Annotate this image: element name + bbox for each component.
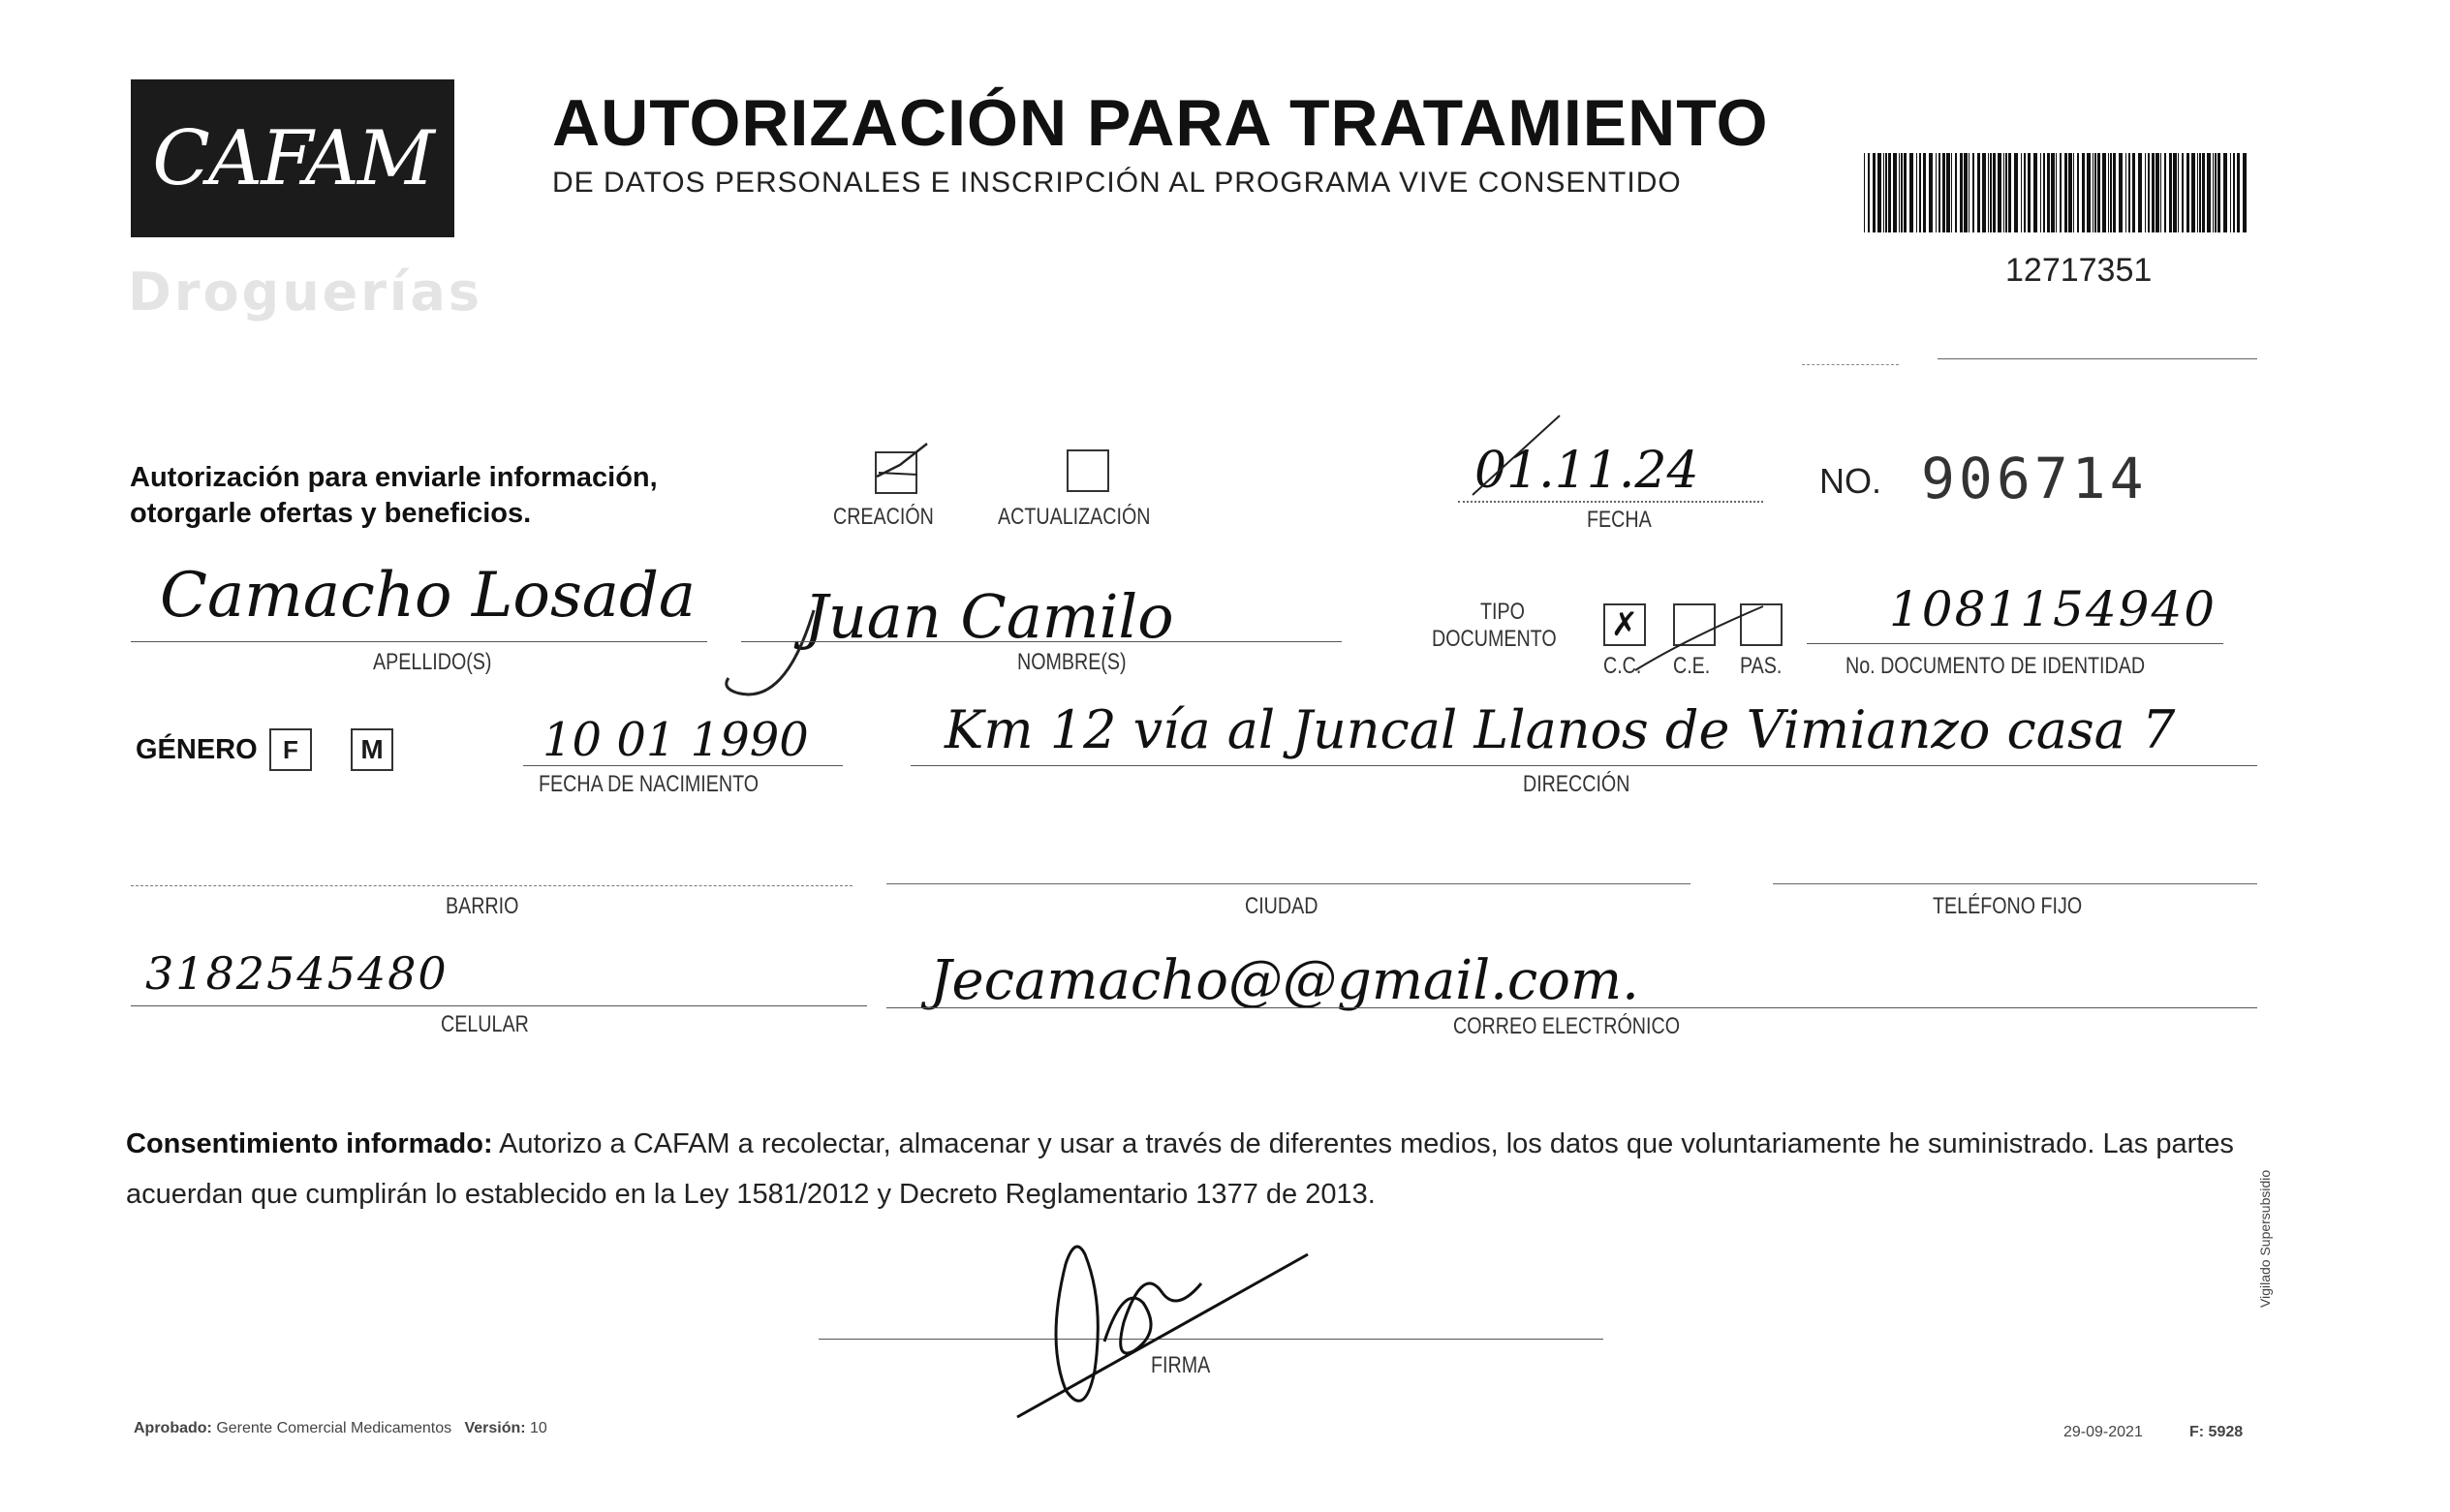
barcode-bar (2060, 153, 2062, 232)
barcode-bar (1993, 153, 1996, 232)
doc-ce-label: C.E. (1673, 653, 1711, 679)
barcode-bar (2110, 153, 2112, 232)
neighborhood-line (131, 885, 853, 886)
barcode-bar (2186, 153, 2189, 232)
logo-text: CAFAM (152, 114, 433, 202)
barcode-bar (1929, 153, 1933, 232)
divider (1938, 358, 2257, 359)
barcode-bar (2125, 153, 2126, 232)
barcode-bar (1982, 153, 1986, 232)
barcode-bar (2169, 153, 2172, 232)
barcode-bar (1888, 153, 1891, 232)
barcode-bar (2199, 153, 2201, 232)
barcode-bar (2014, 153, 2018, 232)
barcode-bar (2223, 153, 2227, 232)
footer-date: 29-09-2021 (2063, 1424, 2143, 1440)
date-line (1458, 501, 1763, 503)
barcode-bar (2068, 153, 2072, 232)
barcode-bar (2155, 153, 2159, 232)
version-value: 10 (530, 1420, 547, 1436)
barcode-bar (2243, 153, 2247, 232)
barcode-bar (2097, 153, 2100, 232)
address-label: DIRECCIÓN (1523, 771, 1630, 797)
barcode-bar (2132, 153, 2135, 232)
cafam-logo (131, 79, 454, 237)
doc-type-label: DOCUMENTO (1432, 626, 1557, 652)
barcode-bar (1964, 153, 1968, 232)
barcode-bar (1877, 153, 1881, 232)
names-value: Juan Camilo (804, 581, 1174, 652)
birth-date-label: FECHA DE NACIMIENTO (539, 771, 760, 797)
email-value: Jecamacho@@gmail.com. (930, 949, 1639, 1012)
creation-label: CREACIÓN (833, 504, 934, 530)
barcode-bar (2213, 153, 2214, 232)
side-text: Vigilado Supersubsidio (2257, 1169, 2273, 1308)
document-title: AUTORIZACIÓN PARA TRATAMIENTO (552, 86, 1769, 160)
barcode-bar (2217, 153, 2220, 232)
city-line (886, 883, 1690, 884)
footer-approval (134, 1420, 547, 1437)
barcode-bar (1893, 153, 1897, 232)
footer-form-code: F: 5928 (2189, 1424, 2244, 1440)
barcode-bar (2119, 153, 2123, 232)
date-value: 01.11.24 (1474, 442, 1699, 500)
date-label: FECHA (1587, 507, 1652, 533)
logo-subtext: Droguerías (128, 262, 482, 323)
barcode-bar (1938, 153, 1940, 232)
barcode-bar (2073, 153, 2074, 232)
barcode-bar (2028, 153, 2031, 232)
signature-label: FIRMA (1151, 1352, 1211, 1378)
gender-label: GÉNERO (136, 734, 258, 765)
approved-label: Aprobado: (134, 1420, 212, 1436)
barcode-bar (1951, 153, 1952, 232)
handwriting-stroke (717, 601, 823, 707)
divider (1802, 364, 1899, 365)
barcode-bar (1909, 153, 1913, 232)
barcode-bar (2178, 153, 2179, 232)
mobile-label: CELULAR (441, 1011, 529, 1037)
barcode-bar (2051, 153, 2055, 232)
barcode-bar (1923, 153, 1926, 232)
consent-text: Autorizo a CAFAM a recolectar, almacenar y usar a través de diferentes medios, los datos que voluntariamente he suministrado. Las partes acuerdan que cumplirán lo establecido en la Ley 1581/2012 y Decreto Reglamentario 1377 de 2013. (126, 1128, 2234, 1210)
birth-date-value: 10 01 1990 (543, 713, 809, 767)
barcode-bar (2237, 153, 2240, 232)
document-subtitle: DE DATOS PERSONALES E INSCRIPCIÓN AL PROGRAMA VIVE CONSENTIDO (552, 167, 1682, 199)
gender-m-checkbox[interactable]: M (351, 728, 393, 771)
names-line (741, 641, 1342, 642)
doc-number-line (1807, 643, 2223, 644)
barcode-bar (1899, 153, 1900, 232)
city-label: CIUDAD (1245, 893, 1318, 919)
barcode-bar (2197, 153, 2198, 232)
barcode-number: 12717351 (2005, 252, 2153, 289)
barcode-bar (2145, 153, 2146, 232)
update-label: ACTUALIZACIÓN (998, 504, 1151, 530)
barcode-bar (2043, 153, 2045, 232)
barcode-bar (2113, 153, 2116, 232)
barcode-bar (1946, 153, 1950, 232)
address-value: Km 12 vía al Juncal Llanos de Vimianzo casa 7 (945, 699, 2176, 760)
barcode-bar (2233, 153, 2235, 232)
creation-checkbox[interactable] (875, 451, 917, 494)
phone-line (1773, 883, 2257, 884)
barcode-bar (1998, 153, 2001, 232)
barcode-bar (1936, 153, 1937, 232)
barcode-bar (2040, 153, 2041, 232)
barcode-bar (1864, 153, 1865, 232)
signature-drawing (1008, 1225, 1318, 1429)
doc-cc-label: C.C. (1603, 653, 1642, 679)
barcode-bar (1873, 153, 1876, 232)
neighborhood-label: BARRIO (446, 893, 519, 919)
barcode-bar (2087, 153, 2091, 232)
barcode-bar (2024, 153, 2026, 232)
doc-cc-checkbox[interactable]: ✗ (1603, 603, 1646, 646)
mobile-value: 3182545480 (145, 947, 449, 1000)
barcode-bar (2033, 153, 2037, 232)
barcode-bar (1916, 153, 1917, 232)
checkmark-icon (871, 438, 929, 486)
update-checkbox[interactable] (1067, 449, 1109, 492)
number-value: 906714 (1921, 446, 2148, 511)
barcode-bar (2056, 153, 2057, 232)
barcode-bar (1885, 153, 1887, 232)
barcode-bar (2005, 153, 2007, 232)
phone-label: TELÉFONO FIJO (1933, 893, 2083, 919)
barcode-bar (2021, 153, 2022, 232)
consent-paragraph (126, 1119, 2267, 1219)
barcode-bar (2148, 153, 2150, 232)
barcode-bar (2064, 153, 2067, 232)
barcode-bar (1988, 153, 1989, 232)
version-label: Versión: (464, 1420, 526, 1436)
number-prefix: NO. (1819, 461, 1882, 501)
doc-number-label: No. DOCUMENTO DE IDENTIDAD (1845, 653, 2146, 679)
barcode-bar (2008, 153, 2011, 232)
barcode-bar (2152, 153, 2155, 232)
surnames-line (131, 641, 707, 642)
names-label: NOMBRE(S) (1017, 649, 1127, 675)
barcode-bar (2230, 153, 2231, 232)
authorization-line-1: Autorización para enviarle información, (130, 462, 658, 493)
barcode-bar (2094, 153, 2096, 232)
date-slash-mark (1453, 412, 1569, 499)
barcode-bar (2207, 153, 2211, 232)
surnames-label: APELLIDO(S) (373, 649, 492, 675)
email-label: CORREO ELECTRÓNICO (1453, 1013, 1681, 1039)
barcode-bar (1904, 153, 1907, 232)
surnames-value: Camacho Losada (160, 560, 697, 632)
barcode-bar (2160, 153, 2161, 232)
barcode-bar (2202, 153, 2205, 232)
birth-date-line (523, 765, 843, 766)
consent-heading: Consentimiento informado: (126, 1128, 493, 1159)
barcode-bar (1990, 153, 1992, 232)
doc-pas-label: PAS. (1740, 653, 1783, 679)
barcode-bar (1901, 153, 1903, 232)
barcode-bar (1868, 153, 1870, 232)
barcode-bar (2082, 153, 2085, 232)
authorization-line-2: otorgarle ofertas y beneficios. (130, 498, 532, 529)
barcode-bar (2164, 153, 2166, 232)
email-line (886, 1007, 2257, 1008)
barcode-bar (2215, 153, 2217, 232)
barcode-bar (2191, 153, 2195, 232)
barcode-bar (1883, 153, 1884, 232)
barcode-bar (2128, 153, 2130, 232)
gender-f-checkbox[interactable]: F (269, 728, 312, 771)
barcode-bar (2047, 153, 2050, 232)
barcode-bar (1977, 153, 1980, 232)
barcode-bar (2003, 153, 2004, 232)
barcode (1864, 153, 2251, 232)
barcode-bar (1955, 153, 1957, 232)
doc-number-value: 1081154940 (1889, 581, 2217, 637)
barcode-bar (2173, 153, 2177, 232)
address-line (911, 765, 2257, 766)
approved-value: Gerente Comercial Medicamentos (216, 1420, 452, 1436)
barcode-bar (1919, 153, 1921, 232)
barcode-bar (1960, 153, 1963, 232)
barcode-bar (2108, 153, 2109, 232)
barcode-bar (2182, 153, 2184, 232)
barcode-bar (1972, 153, 1974, 232)
mobile-line (131, 1005, 867, 1006)
barcode-bar (2138, 153, 2142, 232)
barcode-bar (2077, 153, 2079, 232)
barcode-bar (2102, 153, 2106, 232)
doc-type-label: TIPO (1480, 599, 1525, 625)
barcode-bar (1942, 153, 1945, 232)
